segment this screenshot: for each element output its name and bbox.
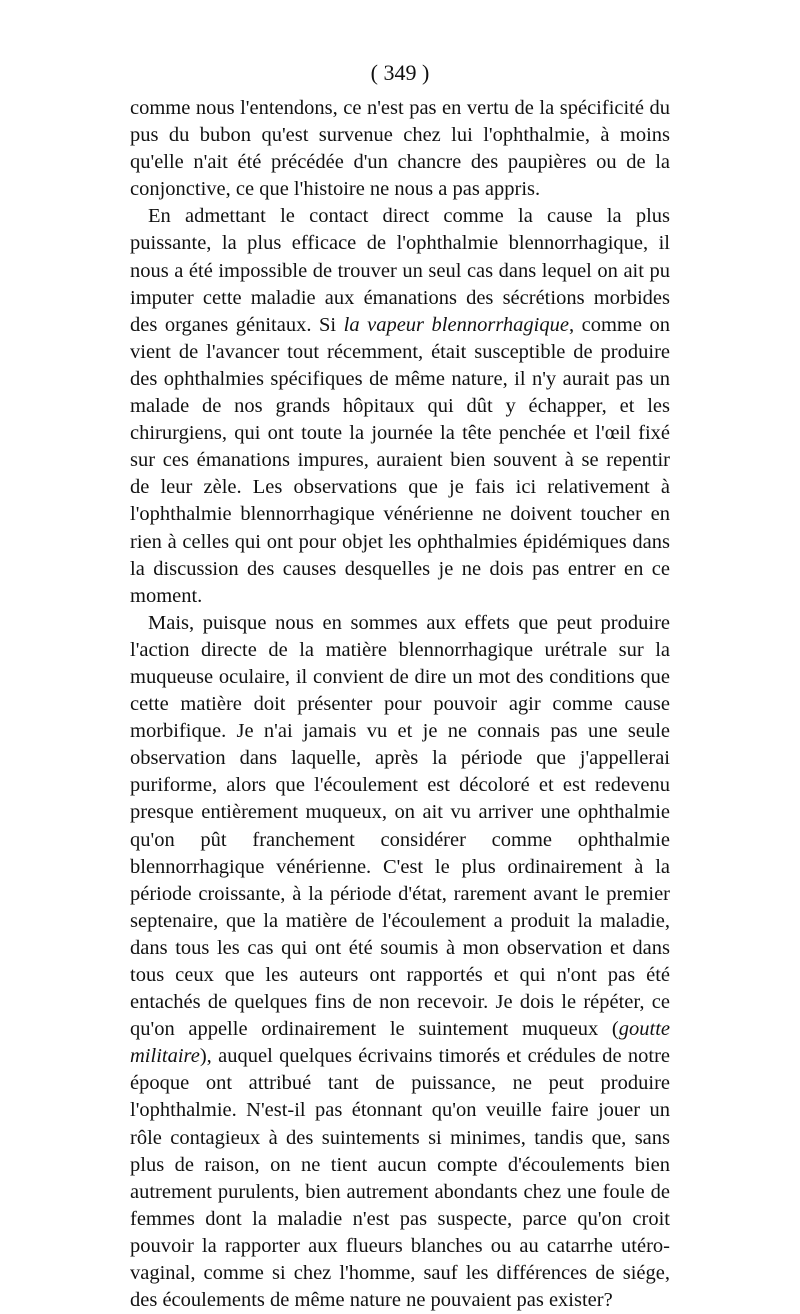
body-text [130,95,670,1314]
paragraph-text: , comme on vient de l'avancer tout récemment, était susceptible de produire des ophthalmies spécifiques de même nature, il n'y aurait pas un malade de nos grands hôpitaux qui dût y échapper, et les chirurgiens, qui ont toute la journée la tête penchée et l'œil fixé sur ces émanations impures, auraient bien souvent à se repentir de leur zèle. Les observations que je fais ici relativement à l'ophthalmie blennorrhagique vénérienne ne doivent toucher en rien à celles qui ont pour objet les ophthalmies épidémiques dans la discussion des causes desquelles je ne dois pas entrer en ce moment. [130,313,670,607]
italic-term: la vapeur blennorrhagique [343,313,569,336]
paragraph-2 [130,203,670,609]
paragraph-text: comme nous l'entendons, ce n'est pas en vertu de la spécificité du pus du bubon qu'est survenue chez lui l'ophthalmie, à moins qu'elle n'ait été précédée d'un chancre des paupières ou de la conjonctive, ce que l'histoire ne nous a pas appris. [130,97,670,201]
paragraph-text: Mais, puisque nous en sommes aux effets que peut produire l'action directe de la matière blennorrhagique urétrale sur la muqueuse oculaire, il convient de dire un mot des conditions que cette matière doit présenter pour pouvoir agir comme cause morbifique. Je n'ai jamais vu et je ne connais pas une seule observation dans laquelle, après la période que j'appellerai puriforme, alors que l'écoulement est décoloré et est redevenu presque entièrement muqueux, on ait vu arriver une ophthalmie qu'on pût franchement considérer comme ophthalmie blennorrhagique vénérienne. C'est le plus ordinairement à la période croissante, à la période d'état, rarement avant le premier septenaire, que la matière de l'écoulement a produit la maladie, dans tous les cas qui ont été soumis à mon observation et dans tous ceux que les auteurs ont rapportés et qui n'ont pas été entachés de quelques fins de non recevoir. Je dois le répéter, ce qu'on appelle ordinairement le suintement muqueux ( [130,611,670,1041]
paragraph-text: En admettant le contact direct comme la cause la plus puissante, la plus efficace de l'ophthalmie blennorrhagique, il nous a été impossible de trouver un seul cas dans lequel on ait pu imputer cette maladie aux émanations des sécrétions morbides des organes génitaux. Si [130,205,670,336]
page-number: ( 349 ) [370,60,430,85]
paragraph-text: ), auquel quelques écrivains timorés et crédules de notre époque ont attribué tant de puissance, ne peut produire l'ophthalmie. N'est-il pas étonnant qu'on veuille faire jouer un rôle contagieux à des suintements si minimes, tandis que, sans plus de raison, on ne tient aucun compte d'écoulements bien autrement purulents, bien autrement abondants chez une foule de femmes dont la maladie n'est pas suspecte, parce qu'on croit pouvoir la rapporter aux flueurs blanches ou au catarrhe utéro-vaginal, comme si chez l'homme, sauf les différences de siége, des écoulements de même nature ne pouvaient pas exister? [130,1045,670,1312]
italic-term: goutte militaire [130,1018,670,1068]
paragraph-1 [130,95,670,203]
paragraph-3 [130,610,670,1314]
